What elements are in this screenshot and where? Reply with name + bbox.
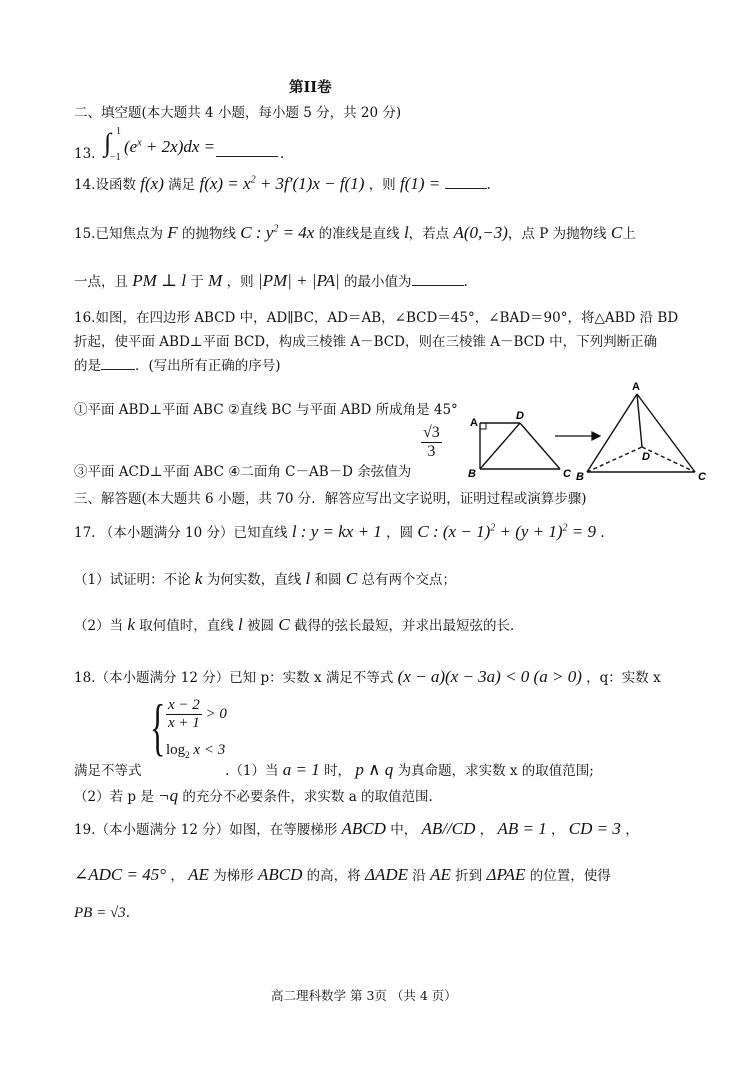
q18-part-2: （2）若 p 是 ¬q 的充分不必要条件，求实数 a 的取值范围. xyxy=(74,786,433,805)
tetra-label-A: A xyxy=(632,381,640,393)
q18-inequality-system: { $\frac{x - 2}{x + 1}$ > 0 $\log_2 x < 3$ xyxy=(150,691,227,762)
question-15-line-2: 一点，且 PM ⊥ l 于 M ，则 |PM| + |PA| 的最小值为 . xyxy=(74,271,468,290)
question-16-line-3: 的是 ．(写出所有正确的序号) xyxy=(74,354,281,374)
answer-section-heading: 三、解答题(本大题共 6 小题，共 70 分．解答应写出文字说明，证明过程或演算步骤) xyxy=(74,491,587,507)
q13-answer-blank[interactable] xyxy=(216,142,278,157)
integrand: $(e^x + 2x)dx$ = xyxy=(124,137,216,156)
q13-number: 13. xyxy=(74,146,96,162)
fold-arrow xyxy=(555,432,600,440)
q16-options-1-2: ①平面 ABD⊥平面 ABC ②直线 BC 与平面 ABD 所成角是 45° xyxy=(74,402,458,418)
q19-line-3: PB = √3. xyxy=(74,905,130,921)
question-17: 17. （本小题满分 10 分）已知直线 l : y = kx + 1 ，圆 C : $(x - 1)^2 + (y + 1)^2 = 9$ . xyxy=(74,522,605,541)
flat-label-B: B xyxy=(468,468,476,480)
flat-label-C: C xyxy=(563,468,571,480)
q17-part-1: （1）试证明：不论 k 为何实数，直线 l 和圆 C 总有两个交点； xyxy=(74,569,456,588)
tetra-label-D: D xyxy=(642,451,650,463)
q14-answer-blank[interactable] xyxy=(445,174,487,189)
integral-upper: 1 xyxy=(116,126,121,137)
question-19: 19.（本小题满分 12 分）如图，在等腰梯形 ABCD 中， AB//CD ， AB = 1 ， CD = 3 ， xyxy=(74,819,639,838)
integral-sign: ∫ xyxy=(104,128,112,157)
fill-in-heading: 二、填空题(本大题共 4 小题，每小题 5 分，共 20 分) xyxy=(74,105,402,121)
q19-line-2: ∠ADC = 45° ， AE 为梯形 ABCD 的高，将 ΔADE 沿 AE 折到 ΔPAE 的位置，使得 xyxy=(74,865,611,884)
q15-answer-blank[interactable] xyxy=(412,271,464,286)
q16-answer-blank[interactable] xyxy=(101,355,135,370)
q17-part-2: （2）当 k 取何值时，直线 l 被圆 C 截得的弦长最短，并求出最短弦的长. xyxy=(74,615,515,634)
tetrahedron xyxy=(587,394,695,472)
flat-label-A: A xyxy=(470,417,478,429)
question-16-line-1: 16.如图，在四边形 ABCD 中，AD∥BC，AD＝AB，∠BCD＝45°，∠BAD＝90°，将△ABD 沿 BD xyxy=(74,310,679,326)
q18-line-3: 满足不等式 .（1）当 a = 1 时， p ∧ q 为真命题，求实数 x 的取值范围; xyxy=(74,760,594,779)
flat-label-D: D xyxy=(516,410,524,422)
fold-figure xyxy=(460,380,720,485)
flat-quadrilateral xyxy=(480,423,560,469)
q16-options-3-4: ③平面 ACD⊥平面 ABC ④二面角 C－AB－D 余弦值为 xyxy=(74,464,412,480)
tetra-label-B: B xyxy=(576,471,584,483)
section-title: 第II卷 xyxy=(289,79,332,96)
tetra-label-C: C xyxy=(698,471,706,483)
question-18: 18.（本小题满分 12 分）已知 p：实数 x 满足不等式 (x − a)(x − 3a) < 0 (a > 0) ，q：实数 x xyxy=(74,667,661,686)
question-16-line-2: 折起，使平面 ABD⊥平面 BCD，构成三棱锥 A－BCD，则在三棱锥 A－BCD 中，下列判断正确 xyxy=(74,334,658,350)
q16-fraction: $\frac{√3}{3}$ xyxy=(423,424,440,460)
question-14: 14.设函数 f(x) 满足 $f(x) = x^2 + 3f'(1)x - f(1)$ ，则 f(1) = . xyxy=(74,174,491,193)
exam-page: 第II卷 二、填空题(本大题共 4 小题，每小题 5 分，共 20 分) 13. ∫ 1 −1 $(e^x + 2x)dx$ = . 14.设函数 f(x) 满足 $f(x) = x^2 + 3f'(1)x - f(1)$ ，则 f(1) = . 15.已知焦点为 F 的抛物线 C : $y^2 = 4x$ 的准线是直线 l，若点 A(0,−3)，点 P 为抛物线 C上 一点，且 PM ⊥ l 于 M ，则 |PM| + |PA| 的最小值为 . 16.如图，在四边形 ABCD 中，AD∥BC，AD＝AB，∠BCD＝45°，∠BAD＝90°，将△ABD 沿 BD 折起，使平面 ABD⊥平面 BCD，构成三棱锥 A－BCD，则在三棱锥 A－BCD 中，下列判断正确 的是 ．(写出所有正确的序号) ①平面 ABD⊥平面 ABC ②直线 BC 与平面 ABD 所成角是 45° ③平面 ACD⊥平面 ABC ④二面角 C－AB－D 余弦值为 $\frac{√3}{3}$ A D B C A D B C 三、解答题(本大题共 6 小题，共 70 分．解答应写出文字说明，证明过程或演算步骤) 17. （本小题满分 10 分）已知直线 l : y = kx + 1 ，圆 C : $(x - 1)^2 + (y + 1)^2 = 9$ . （1）试证明：不论 k 为何实数，直线 l 和圆 C 总有两个交点； （2）当 k 取何值时，直线 l 被圆 C 截得的弦长最短，并求出最短弦的长. 18.（本小题满分 12 分）已知 p：实数 x 满足不等式 (x − a)(x − 3a) < 0 (a > 0) ，q：实数 x { $\frac{x - 2}{x + 1}$ > 0 $\log_2 x < 3$ 满足不等式 .（1）当 a = 1 时， p ∧ q 为真命题，求实数 x 的取值范围; （2）若 p 是 ¬q 的充分不必要条件，求实数 a 的取值范围. 19.（本小题满分 12 分）如图，在等腰梯形 ABCD 中， AB//CD ， AB = 1 ， CD = 3 ， ∠ADC = 45° ， AE 为梯形 ABCD 的高，将 ΔADE 沿 AE 折到 ΔPAE 的位置，使得 PB = √3. 高二理科数学 第 3页 （共 4 页） xyxy=(0,0,756,1070)
system-brace: { xyxy=(150,691,166,762)
integral-lower: −1 xyxy=(110,152,121,163)
question-15: 15.已知焦点为 F 的抛物线 C : $y^2 = 4x$ 的准线是直线 l，若点 A(0,−3)，点 P 为抛物线 C上 xyxy=(74,223,636,242)
page-footer: 高二理科数学 第 3页 （共 4 页） xyxy=(271,988,457,1003)
